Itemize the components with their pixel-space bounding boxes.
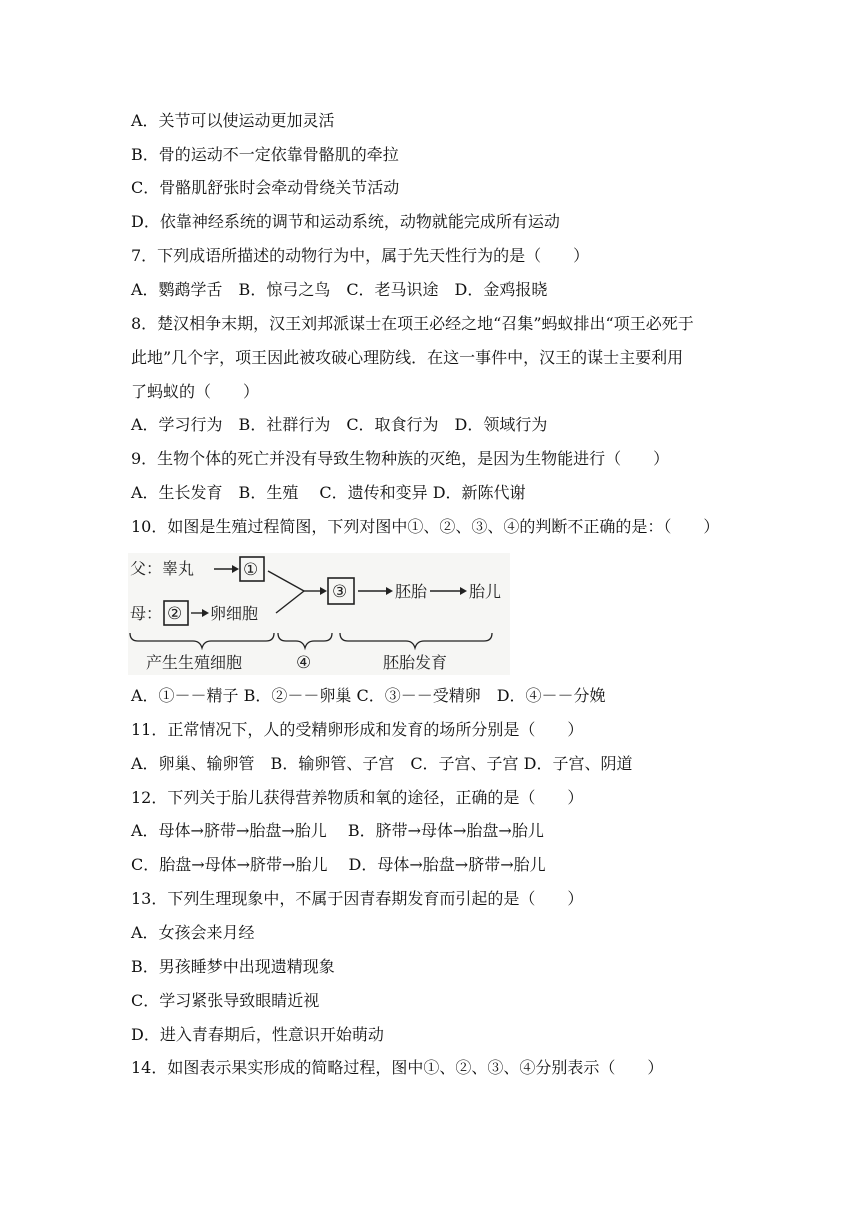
mother-label: 母：	[130, 604, 163, 623]
question-10: 10．如图是生殖过程简图，下列对图中①、②、③、④的判断不正确的是：（ ）	[131, 517, 720, 536]
circled-4: ④	[296, 653, 312, 673]
option-6d: D．依靠神经系统的调节和运动系统，动物就能完成所有运动	[131, 212, 560, 231]
options-7: A．鹦鹉学舌 B．惊弓之鸟 C．老马识途 D．金鸡报晓	[131, 280, 548, 299]
option-13b: B．男孩睡梦中出现遗精现象	[131, 957, 335, 976]
options-12-cd: C．胎盘→母体→脐带→胎儿 D．母体→胎盘→脐带→胎儿	[131, 855, 546, 874]
option-13a: A．女孩会来月经	[131, 923, 255, 942]
question-7: 7．下列成语所描述的动物行为中，属于先天性行为的是（ ）	[131, 246, 590, 265]
circled-2: ②	[167, 604, 183, 624]
embryo-label: 胚胎	[395, 582, 428, 601]
options-11: A．卵巢、输卵管 B．输卵管、子宫 C．子宫、子宫 D．子宫、阴道	[131, 754, 633, 773]
question-9: 9．生物个体的死亡并没有导致生物种族的灭绝，是因为生物能进行（ ）	[131, 449, 670, 468]
option-13d: D．进入青春期后，性意识开始萌动	[131, 1025, 384, 1044]
question-14: 14．如图表示果实形成的简略过程，图中①、②、③、④分别表示（ ）	[131, 1058, 664, 1077]
options-10: A．①－－精子 B．②－－卵巢 C．③－－受精卵 D．④－－分娩	[131, 686, 606, 705]
options-8: A．学习行为 B．社群行为 C．取食行为 D．领域行为	[131, 415, 548, 434]
question-12: 12．下列关于胎儿获得营养物质和氧的途径，正确的是（ ）	[131, 788, 584, 807]
option-6b: B．骨的运动不一定依靠骨骼肌的牵拉	[131, 145, 399, 164]
bracket-label-3: 胚胎发育	[383, 653, 448, 672]
option-13c: C．学习紧张导致眼睛近视	[131, 991, 320, 1010]
reproduction-diagram	[128, 553, 510, 675]
options-9: A．生长发育 B．生殖 C．遗传和变异 D．新陈代谢	[131, 483, 526, 502]
egg-cell-label: 卵细胞	[210, 604, 259, 623]
question-11: 11．正常情况下，人的受精卵形成和发育的场所分别是（ ）	[131, 720, 584, 739]
question-13: 13．下列生理现象中，不属于因青春期发育而引起的是（ ）	[131, 889, 584, 908]
bracket-label-1: 产生生殖细胞	[146, 653, 243, 672]
fetus-label: 胎儿	[469, 582, 502, 601]
question-8-line3: 了蚂蚁的（ ）	[131, 382, 260, 401]
options-12-ab: A．母体→脐带→胎盘→胎儿 B．脐带→母体→胎盘→胎儿	[131, 821, 544, 840]
question-8-line2: 此地”几个字，项王因此被攻破心理防线．在这一事件中，汉王的谋士主要利用	[131, 348, 684, 367]
option-6c: C．骨骼肌舒张时会牵动骨绕关节活动	[131, 178, 400, 197]
circled-3: ③	[332, 582, 348, 602]
circled-1: ①	[243, 560, 259, 580]
option-6a: A．关节可以使运动更加灵活	[131, 111, 335, 130]
father-label: 父：睾丸	[130, 559, 195, 578]
question-8-line1: 8．楚汉相争末期，汉王刘邦派谋士在项王必经之地“召集”蚂蚁排出“项王必死于	[131, 314, 694, 333]
